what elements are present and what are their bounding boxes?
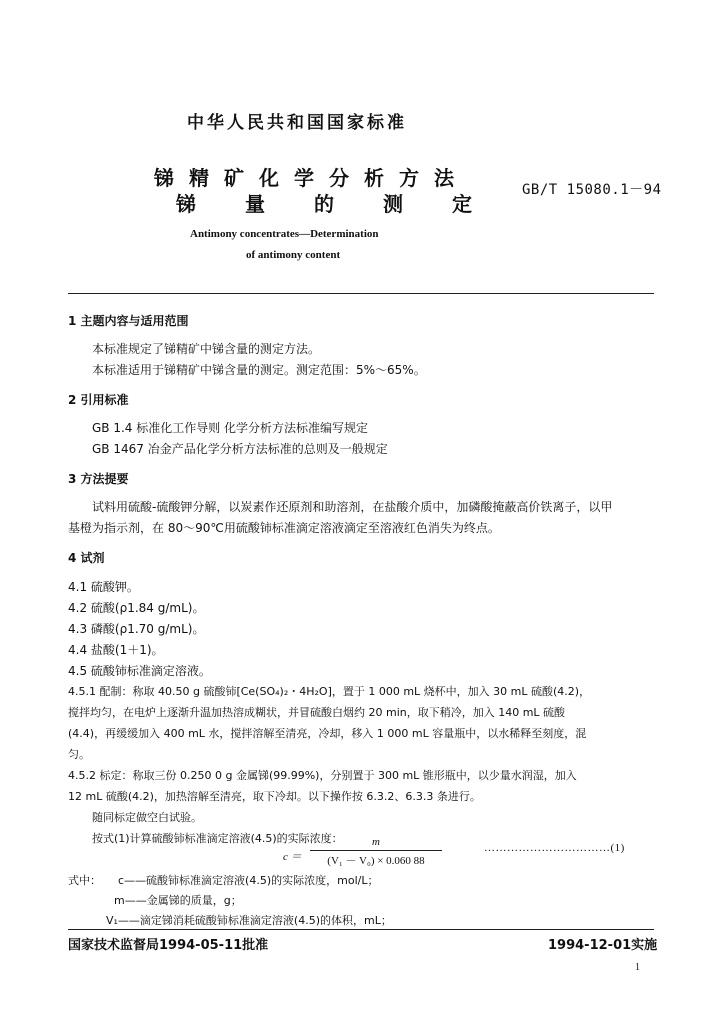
item-4-2: 4.2 硫酸(ρ1.84 g/mL)。 — [68, 601, 205, 615]
document-title-line2: 锑量的测定 — [176, 192, 521, 216]
item-4-1: 4.1 硫酸钾。 — [68, 580, 139, 594]
item-4-4: 4.4 盐酸(1＋1)。 — [68, 643, 164, 657]
item-4-5-2-line-4: 按式(1)计算硫酸铈标准滴定溶液(4.5)的实际浓度： — [92, 832, 343, 845]
item-4-5: 4.5 硫酸铈标准滴定溶液。 — [68, 664, 211, 678]
page-number: 1 — [635, 962, 640, 973]
item-4-5-1-line-3: (4.4)，再缓缓加入 400 mL 水，搅拌溶解至清亮，冷却，移入 1 000 mL 容量瓶中，以水稀释至刻度，混 — [68, 727, 587, 740]
section-3-line-2: 基橙为指示剂，在 80～90℃用硫酸铈标准滴定溶液滴定至溶液红色消失为终点。 — [68, 521, 500, 535]
section-4-heading: 4 试剂 — [68, 551, 105, 565]
section-2-reference-2: GB 1467 冶金产品化学分析方法标准的总则及一般规定 — [92, 442, 388, 456]
section-1-heading: 1 主题内容与适用范围 — [68, 314, 189, 328]
definition-c: c——硫酸铈标准滴定溶液(4.5)的实际浓度，mol/L； — [118, 874, 379, 887]
section-3-line-1: 试料用硫酸-硫酸钾分解，以炭素作还原剂和助溶剂，在盐酸介质中，加磷酸掩蔽高价铁离子，以甲 — [92, 500, 613, 514]
formula-fraction — [310, 836, 442, 868]
english-title-line2: of antimony content — [246, 249, 341, 261]
section-3-heading: 3 方法提要 — [68, 472, 129, 486]
section-1-paragraph-2: 本标准适用于锑精矿中锑含量的测定。测定范围：5%～65%。 — [92, 363, 426, 377]
item-4-5-2-line-2: 12 mL 硫酸(4.2)，加热溶解至清亮，取下冷却。以下操作按 6.3.2、6.3.3 条进行。 — [68, 790, 481, 803]
item-4-5-2-line-1: 4.5.2 标定：称取三份 0.250 0 g 金属锑(99.99%)，分别置于 300 mL 锥形瓶中，以少量水润湿，加入 — [68, 769, 577, 782]
definition-v1: V₁——滴定锑消耗硫酸铈标准滴定溶液(4.5)的体积，mL； — [106, 914, 392, 927]
item-4-5-1-line-2: 搅拌均匀，在电炉上逐渐升温加热溶成糊状，并冒硫酸白烟约 20 min，取下稍冷，加入 140 mL 硫酸 — [68, 706, 566, 719]
national-standard-heading: 中华人民共和国国家标准 — [187, 113, 407, 133]
footer-divider — [68, 929, 654, 930]
formula-numerator: m — [372, 836, 380, 848]
definitions-intro: 式中： — [68, 874, 101, 887]
section-1-paragraph-1: 本标准规定了锑精矿中锑含量的测定方法。 — [92, 342, 321, 356]
standard-number: GB/T 15080.1－94 — [522, 182, 662, 198]
document-title-line1: 锑精矿化学分析方法 — [154, 166, 469, 190]
item-4-5-1-line-4: 匀。 — [68, 748, 90, 761]
issued-by: 国家技术监督局1994-05-11批准 — [68, 938, 269, 953]
item-4-5-2-line-3: 随同标定做空白试验。 — [92, 811, 202, 824]
formula-denominator: (V₁ － V₀) × 0.060 88 — [327, 855, 425, 867]
formula-lhs: c ＝ — [283, 851, 302, 863]
item-4-3: 4.3 磷酸(ρ1.70 g/mL)。 — [68, 622, 205, 636]
formula-equation-number: ……………………………(1) — [484, 842, 625, 854]
effective-date: 1994-12-01实施 — [548, 938, 658, 953]
english-title-line1: Antimony concentrates—Determination — [190, 228, 379, 240]
section-2-heading: 2 引用标准 — [68, 393, 129, 407]
section-2-reference-1: GB 1.4 标准化工作导则 化学分析方法标准编写规定 — [92, 421, 369, 435]
item-4-5-1-line-1: 4.5.1 配制：称取 40.50 g 硫酸铈[Ce(SO₄)₂・4H₂O]，置于 1 000 mL 烧杯中，加入 30 mL 硫酸(4.2)， — [68, 685, 591, 698]
header-divider — [68, 293, 654, 294]
definition-m: m——金属锑的质量，g； — [114, 894, 242, 907]
